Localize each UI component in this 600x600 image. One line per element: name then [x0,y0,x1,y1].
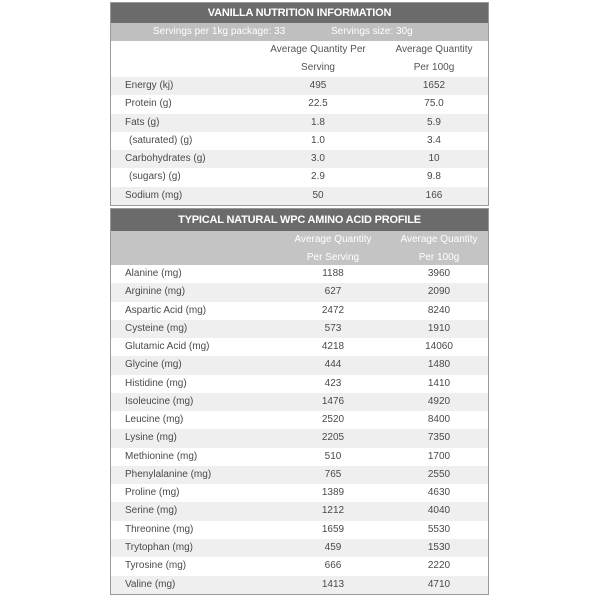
row-label: (sugars) (g) [129,171,181,183]
table-row [111,484,488,502]
nutrition-table-body [111,77,488,205]
per-serving-value: 1.8 [311,116,325,128]
per-serving-value: 495 [309,80,327,91]
per-100g-value: 3960 [427,268,451,279]
per-serving-value: 1389 [321,487,345,499]
table-row [111,168,488,186]
row-label: Lysine (mg) [125,432,177,444]
per-100g-header [379,41,489,77]
per-serving-value: 510 [324,450,342,462]
row-label: Sodium (mg) [125,189,183,201]
table-row [111,411,488,429]
table-row [111,393,488,411]
per-100g-value: 75.0 [424,98,444,110]
table-row [111,338,488,356]
table-row [111,356,488,374]
row-label: Carbohydrates (g) [125,153,206,165]
per-serving-value: 2472 [321,304,345,316]
serving-size: Servings size: 30g [331,26,413,37]
amino-column-headers [111,231,488,265]
per-100g-value: 2550 [427,468,451,480]
row-label: Protein (g) [125,98,172,110]
amino-title: TYPICAL NATURAL WPC AMINO ACID PROFILE [111,209,488,231]
per-serving-value: 2205 [321,432,345,444]
amino-per-serving-header [279,231,387,267]
table-row [111,265,488,283]
per-100g-value: 2220 [427,560,451,572]
per-100g-value: 4040 [427,505,451,517]
per-100g-header-line1: Average Quantity [395,44,473,55]
per-serving-value: 2.9 [311,171,325,183]
per-100g-value: 5530 [427,523,451,535]
amino-per-100g-header [389,231,489,267]
per-100g-value: 3.4 [427,134,441,146]
row-label: Tyrosine (mg) [125,560,187,572]
per-serving-value: 1212 [321,505,345,517]
table-row [111,302,488,320]
row-label: Isoleucine (mg) [125,395,194,407]
per-100g-value: 8400 [427,414,451,426]
per-100g-value: 1910 [427,322,451,334]
per-100g-value: 166 [425,189,443,201]
row-label: Leucine (mg) [125,414,184,426]
row-label: Arginine (mg) [125,286,186,298]
per-100g-value: 1480 [427,359,451,371]
row-label: Fats (g) [125,116,160,128]
per-serving-value: 444 [324,359,342,371]
amino-acid-profile-panel [110,208,489,595]
row-label: Cysteine (mg) [125,322,188,334]
row-label: Alanine (mg) [125,268,182,279]
nutrition-title: VANILLA NUTRITION INFORMATION [111,3,488,23]
row-label: Energy (kj) [125,80,174,91]
per-100g-value: 8240 [427,304,451,316]
row-label: Glutamic Acid (mg) [125,341,210,353]
per-serving-value: 459 [324,541,342,553]
per-100g-value: 9.8 [427,171,441,183]
per-serving-value: 22.5 [308,98,328,110]
amino-per-100g-header-line1: Average Quantity [400,234,478,245]
per-serving-value: 1.0 [311,134,325,146]
table-row [111,466,488,484]
per-serving-value: 3.0 [311,153,325,165]
nutrition-information-panel [110,2,489,206]
table-row [111,114,488,132]
row-label: Trytophan (mg) [125,541,193,553]
per-100g-value: 1530 [427,541,451,553]
per-100g-value: 14060 [425,341,453,353]
per-100g-value: 10 [428,153,440,165]
table-row [111,95,488,113]
per-serving-value: 666 [324,560,342,572]
row-label: Threonine (mg) [125,523,194,535]
table-row [111,187,488,205]
row-label: (saturated) (g) [129,134,193,146]
nutrition-column-headers [111,41,488,77]
per-100g-value: 7350 [427,432,451,444]
table-row [111,283,488,301]
table-row [111,557,488,575]
per-serving-value: 50 [312,189,324,201]
per-100g-value: 4710 [427,578,451,590]
per-serving-header-line1: Average Quantity Per [270,44,366,55]
table-row [111,521,488,539]
table-row [111,576,488,594]
per-serving-value: 765 [324,468,342,480]
amino-per-100g-header-line2: Per 100g [418,252,460,263]
row-label: Aspartic Acid (mg) [125,304,207,316]
per-serving-header [259,41,377,77]
per-serving-value: 1476 [321,395,345,407]
table-row [111,320,488,338]
servings-per-package: Servings per 1kg package: 33 [153,26,286,37]
table-row [111,375,488,393]
per-serving-value: 2520 [321,414,345,426]
per-100g-header-line2: Per 100g [413,62,455,73]
per-100g-value: 2090 [427,286,451,298]
per-100g-value: 4920 [427,395,451,407]
table-row [111,502,488,520]
per-serving-header-line2: Serving [301,62,335,73]
row-label: Glycine (mg) [125,359,182,371]
table-row [111,539,488,557]
per-serving-value: 573 [324,322,342,334]
per-serving-value: 423 [324,377,342,389]
amino-per-serving-header-line1: Average Quantity [294,234,372,245]
per-100g-value: 1652 [422,80,446,91]
row-label: Methionine (mg) [125,450,198,462]
per-serving-value: 627 [324,286,342,298]
amino-per-serving-header-line2: Per Serving [306,252,360,263]
per-serving-value: 1659 [321,523,345,535]
per-100g-value: 4630 [427,487,451,499]
row-label: Histidine (mg) [125,377,187,389]
amino-table-body [111,265,488,594]
table-row [111,448,488,466]
table-row [111,77,488,95]
row-label: Valine (mg) [125,578,176,590]
table-row [111,132,488,150]
table-row [111,150,488,168]
serving-info-bar [111,23,488,41]
row-label: Serine (mg) [125,505,178,517]
per-serving-value: 4218 [321,341,345,353]
per-serving-value: 1188 [322,268,344,279]
row-label: Proline (mg) [125,487,180,499]
per-100g-value: 1410 [427,377,451,389]
per-serving-value: 1413 [321,578,345,590]
table-row [111,429,488,447]
per-100g-value: 1700 [427,450,451,462]
per-100g-value: 5.9 [427,116,441,128]
row-label: Phenylalanine (mg) [125,468,212,480]
